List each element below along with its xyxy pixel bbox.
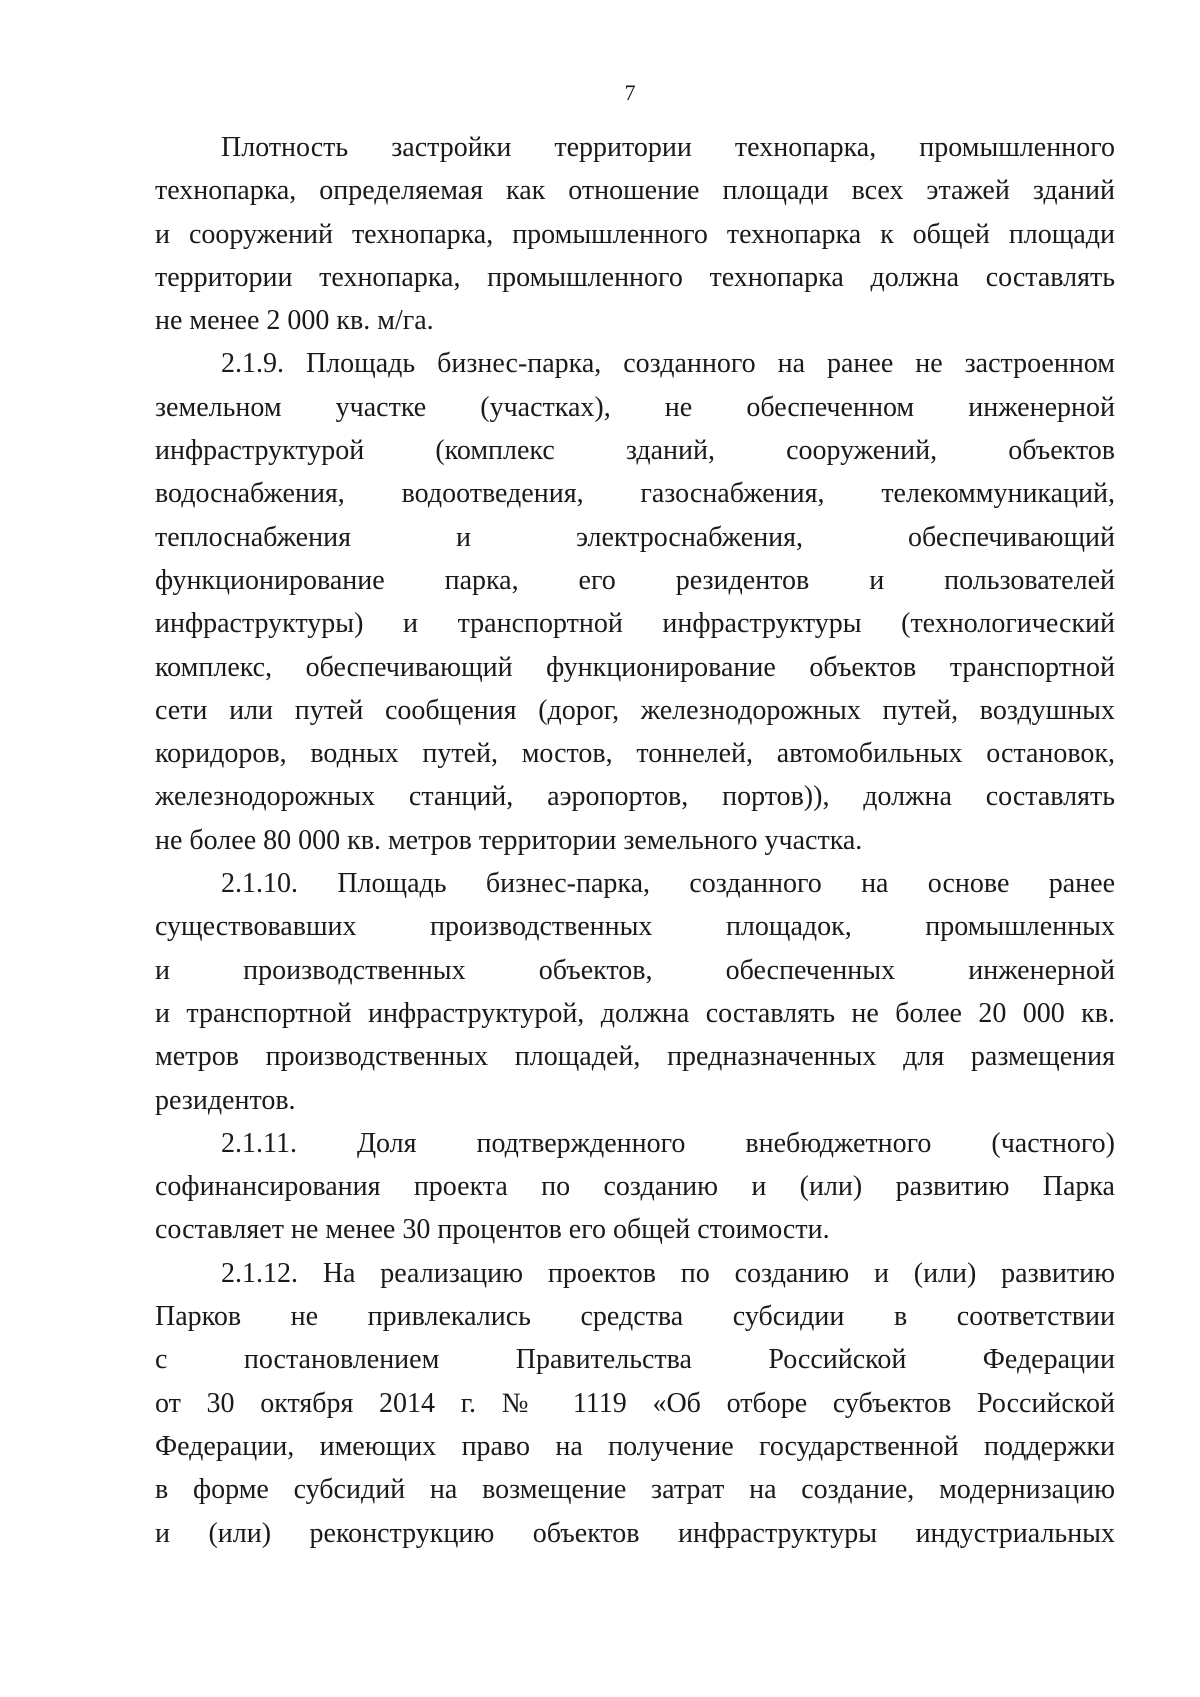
text-line: от 30 октября 2014 г. № 1119 «Об отборе субъектов Российской <box>155 1387 1115 1419</box>
text-line: технопарка, определяемая как отношение площади всех этажей зданий <box>155 175 1115 207</box>
text-line: 2.1.12. На реализацию проектов по созданию и (или) развитию <box>221 1257 1115 1289</box>
text-line: и производственных объектов, обеспеченных инженерной <box>155 954 1115 986</box>
text-line: и сооружений технопарка, промышленного технопарка к общей площади <box>155 218 1115 250</box>
text-line: с постановлением Правительства Российской Федерации <box>155 1344 1115 1376</box>
text-line: инфраструктуры) и транспортной инфраструктуры (технологический <box>155 608 1115 640</box>
text-line: Плотность застройки территории технопарка, промышленного <box>221 132 1115 163</box>
text-line: и (или) реконструкцию объектов инфраструктуры индустриальных <box>155 1517 1115 1549</box>
text-line: комплекс, обеспечивающий функционирование объектов транспортной <box>155 651 1115 683</box>
text-line: не более 80 000 кв. метров территории земельного участка. <box>155 824 863 856</box>
text-line: сети или путей сообщения (дорог, железнодорожных путей, воздушных <box>155 694 1115 726</box>
text-line: земельном участке (участках), не обеспеченном инженерной <box>155 391 1115 423</box>
paragraph-density <box>155 126 1115 342</box>
text-line: 2.1.9. Площадь бизнес-парка, созданного на ранее не застроенном <box>221 348 1115 380</box>
text-line: территории технопарка, промышленного технопарка должна составлять <box>155 261 1115 293</box>
paragraph-clause-2-1-9 <box>155 342 1115 862</box>
text-line: Парков не привлекались средства субсидии в соответствии <box>155 1301 1115 1333</box>
text-line: и транспортной инфраструктурой, должна составлять не более 20 000 кв. <box>155 997 1115 1029</box>
text-line: в форме субсидий на возмещение затрат на создание, модернизацию <box>155 1474 1115 1506</box>
text-line: не менее 2 000 кв. м/га. <box>155 305 434 337</box>
page-number: 7 <box>624 80 636 105</box>
text-line: метров производственных площадей, предназначенных для размещения <box>155 1041 1115 1073</box>
text-line: Федерации, имеющих право на получение государственной поддержки <box>155 1430 1115 1462</box>
text-line: составляет не менее 30 процентов его общей стоимости. <box>155 1214 830 1246</box>
text-line: 2.1.11. Доля подтвержденного внебюджетного (частного) <box>221 1127 1115 1159</box>
text-line: софинансирования проекта по созданию и (или) развитию Парка <box>155 1171 1115 1203</box>
paragraph-clause-2-1-10 <box>155 862 1115 1122</box>
text-line: 2.1.10. Площадь бизнес-парка, созданного на основе ранее <box>221 868 1115 900</box>
text-line: функционирование парка, его резидентов и пользователей <box>155 564 1115 596</box>
text-line: водоснабжения, водоотведения, газоснабжения, телекоммуникаций, <box>155 478 1115 510</box>
text-line: существовавших производственных площадок, промышленных <box>155 911 1115 943</box>
text-line: коридоров, водных путей, мостов, тоннелей, автомобильных остановок, <box>155 738 1115 770</box>
paragraph-clause-2-1-11 <box>155 1122 1115 1252</box>
document-body <box>155 126 1115 1555</box>
text-line: инфраструктурой (комплекс зданий, сооружений, объектов <box>155 435 1115 467</box>
text-line: резидентов. <box>155 1084 296 1116</box>
text-line: теплоснабжения и электроснабжения, обеспечивающий <box>155 521 1115 553</box>
text-line: железнодорожных станций, аэропортов, портов)), должна составлять <box>155 781 1115 813</box>
paragraph-clause-2-1-12 <box>155 1252 1115 1555</box>
